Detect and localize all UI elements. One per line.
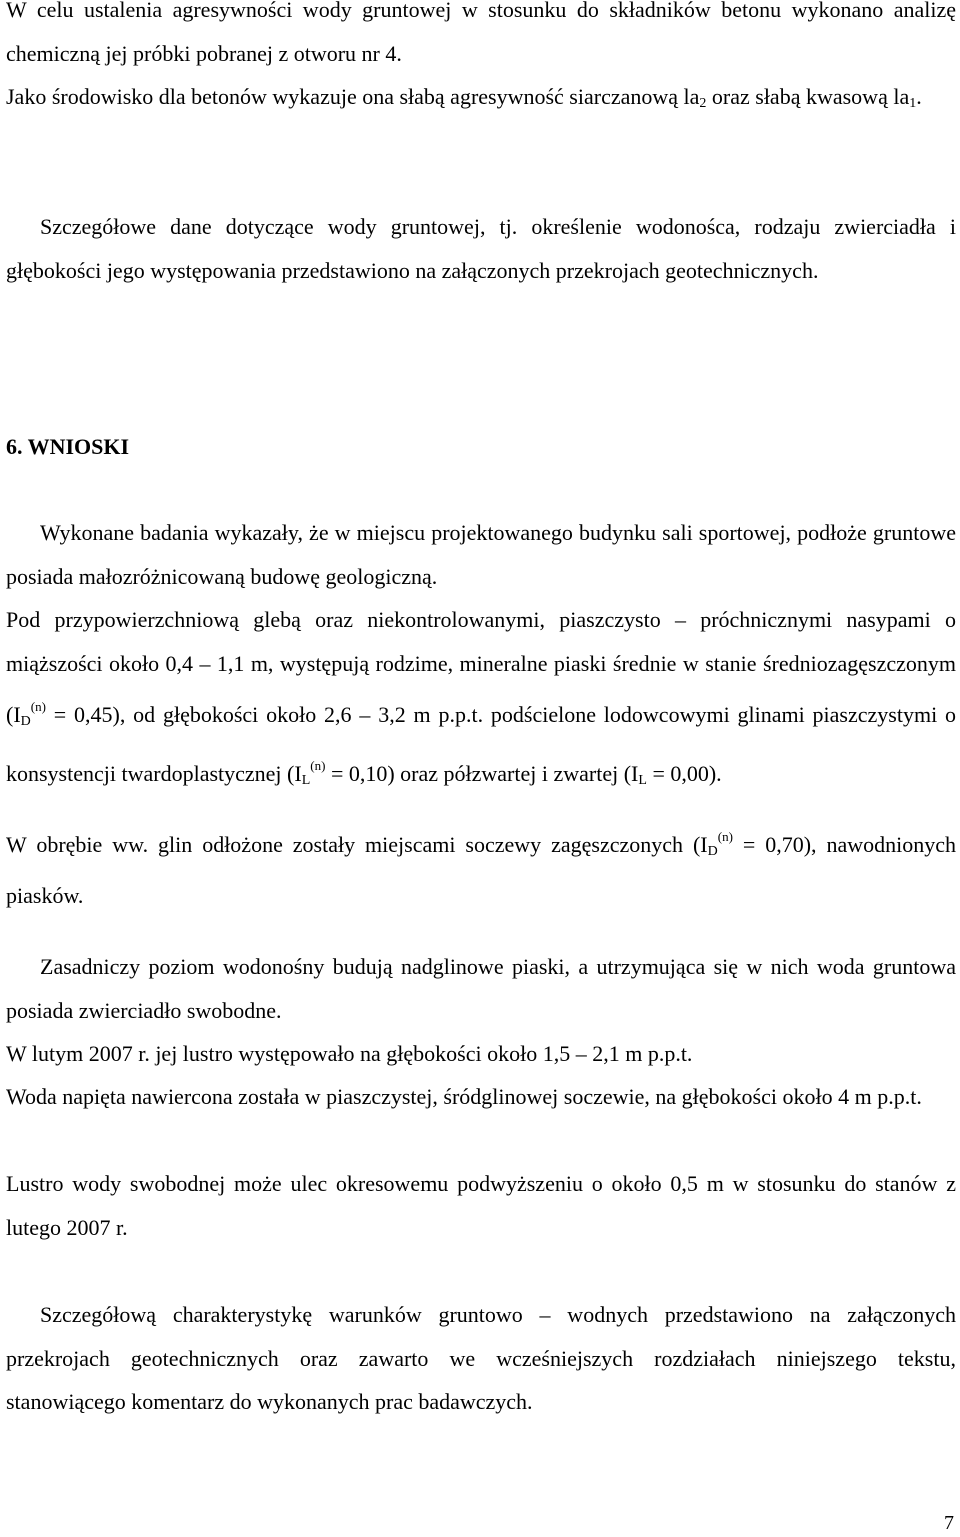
- page-number: 7: [944, 1512, 954, 1534]
- paragraph-water-level: W lutym 2007 r. jej lustro występowało na głębokości około 1,5 – 2,1 m p.p.t.: [6, 1041, 693, 1066]
- paragraph-research-results: Wykonane badania wykazały, że w miejscu projektowanego budynku sali sportowej, podłoże gruntowe posiada małozróżnicowaną budowę geologiczną.: [6, 520, 956, 589]
- section-heading: 6. WNIOSKI: [6, 434, 130, 459]
- paragraph-summary: Szczegółową charakterystykę warunków gruntowo – wodnych przedstawiono na załączonych przekrojach geotechnicznych oraz zawarto we wcześniejszych rozdziałach niniejszego tekstu, stanowiącego komentarz do wykonanych prac badawczych.: [6, 1302, 956, 1414]
- paragraph-aquifer: Zasadniczy poziom wodonośny budują nadglinowe piaski, a utrzymująca się w nich woda gruntowa posiada zwierciadło swobodne.: [6, 954, 956, 1023]
- paragraph-aggressiveness: Jako środowisko dla betonów wykazuje ona słabą agresywność siarczanową $la_2$ oraz słabą kwasową $la_1$.: [6, 84, 922, 111]
- paragraph-soil-layers: Pod przypowierzchniową glebą oraz niekontrolowanymi, piaszczysto – próchnicznymi nasypami o miąższości około 0,4 – 1,1 m, występują rodzime, mineralne piaski średnie w stanie średniozagęszczonym $(I_D^{(n)} = 0,45)$, od głębokości około 2,6 – 3,2 m p.p.t. podścielone lodowcowymi glinami piaszczystymi o konsystencji twardoplastycznej $(I_L^{(n)} = 0,10)$ oraz półzwartej i zwartej $(I_L = 0,00)$.: [6, 607, 956, 788]
- paragraph-analysis: W celu ustalenia agresywności wody gruntowej w stosunku do składników betonu wykonano analizę chemiczną jej próbki pobranej z otworu nr 4.: [6, 0, 956, 66]
- paragraph-water-rise: Lustro wody swobodnej może ulec okresowemu podwyższeniu o około 0,5 m w stosunku do stanów z lutego 2007 r.: [6, 1171, 956, 1240]
- paragraph-groundwater-details: Szczegółowe dane dotyczące wody gruntowej, tj. określenie wodonośca, rodzaju zwierciadła i głębokości jego występowania przedstawiono na załączonych przekrojach geotechnicznych.: [6, 214, 956, 283]
- paragraph-confined-water: Woda napięta nawiercona została w piaszczystej, śródglinowej soczewie, na głębokości około 4 m p.p.t.: [6, 1084, 922, 1109]
- paragraph-clay-lenses: W obrębie ww. glin odłożone zostały miejscami soczewy zagęszczonych $(I_D^{(n)} = 0,70)$, nawodnionych piasków.: [6, 829, 957, 908]
